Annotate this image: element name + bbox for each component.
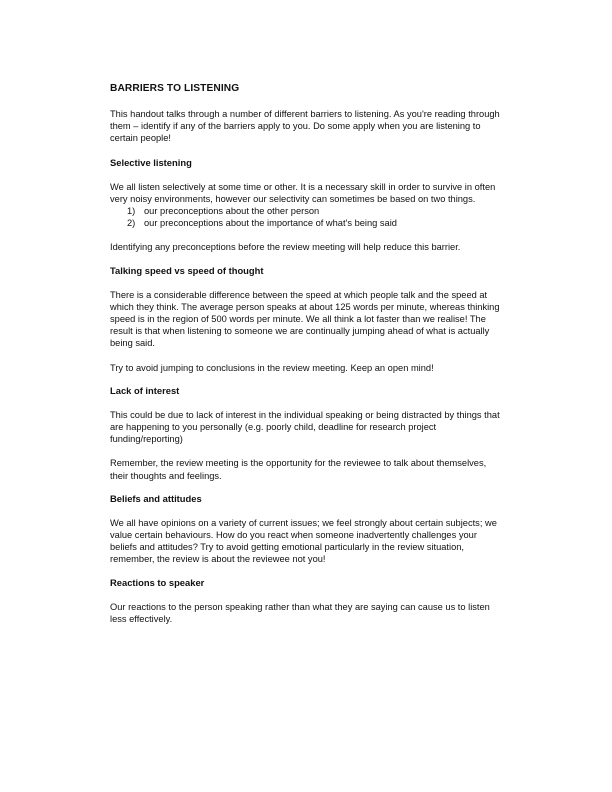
- lack-of-interest-advice: Remember, the review meeting is the opportunity for the reviewee to talk about themselves, their thoughts and feelings.: [110, 458, 487, 481]
- intro-paragraph: This handout talks through a number of different barriers to listening. As you're reading through them – identify if any of the barriers apply to you. Do some apply when you are listening to certain people!: [110, 109, 500, 144]
- section-heading-selective-listening: Selective listening: [110, 156, 192, 168]
- selective-listening-advice: Identifying any preconceptions before the review meeting will help reduce this barrier.: [110, 242, 461, 253]
- list-item-number: 1): [127, 206, 136, 217]
- section-heading-beliefs-attitudes: Beliefs and attitudes: [110, 492, 202, 504]
- page-title: BARRIERS TO LISTENING: [110, 83, 240, 94]
- list-item: [127, 217, 502, 229]
- reactions-to-speaker-paragraph: Our reactions to the person speaking rather than what they are saying can cause us to listen less effectively.: [110, 601, 490, 624]
- list-item-text: our preconceptions about the importance of what's being said: [144, 218, 397, 229]
- section-heading-talking-speed: Talking speed vs speed of thought: [110, 264, 264, 276]
- list-item-number: 2): [127, 218, 136, 229]
- section-heading-reactions-to-speaker: Reactions to speaker: [110, 576, 205, 588]
- list-item-text: our preconceptions about the other person: [144, 206, 320, 217]
- talking-speed-advice: Try to avoid jumping to conclusions in the review meeting. Keep an open mind!: [110, 362, 434, 373]
- list-item: [127, 205, 502, 217]
- selective-listening-paragraph: We all listen selectively at some time or other. It is a necessary skill in order to survive in often very noisy environments, however our selectivity can sometimes be based on two things.: [110, 181, 496, 204]
- preconceptions-list: [110, 205, 502, 229]
- lack-of-interest-paragraph: This could be due to lack of interest in the individual speaking or being distracted by things that are happening to you personally (e.g. poorly child, deadline for research project funding/reporting): [110, 409, 500, 445]
- document-body: [110, 82, 502, 625]
- section-heading-lack-of-interest: Lack of interest: [110, 384, 180, 396]
- talking-speed-paragraph: There is a considerable difference between the speed at which people talk and the speed at which they think. The average person speaks at about 125 words per minute, whereas thinking speed is in the region of 500 words per minute. We all think a lot faster than we realise! The result is that when listening to someone we are continually jumping ahead of what is actually being said.: [110, 289, 500, 349]
- beliefs-attitudes-paragraph: We all have opinions on a variety of current issues; we feel strongly about certain subjects; we value certain behaviours. How do you react when someone inadvertently challenges your beliefs and attitudes? Try to avoid getting emotional particularly in the review situation, remember, the review is about the reviewee not you!: [110, 517, 497, 565]
